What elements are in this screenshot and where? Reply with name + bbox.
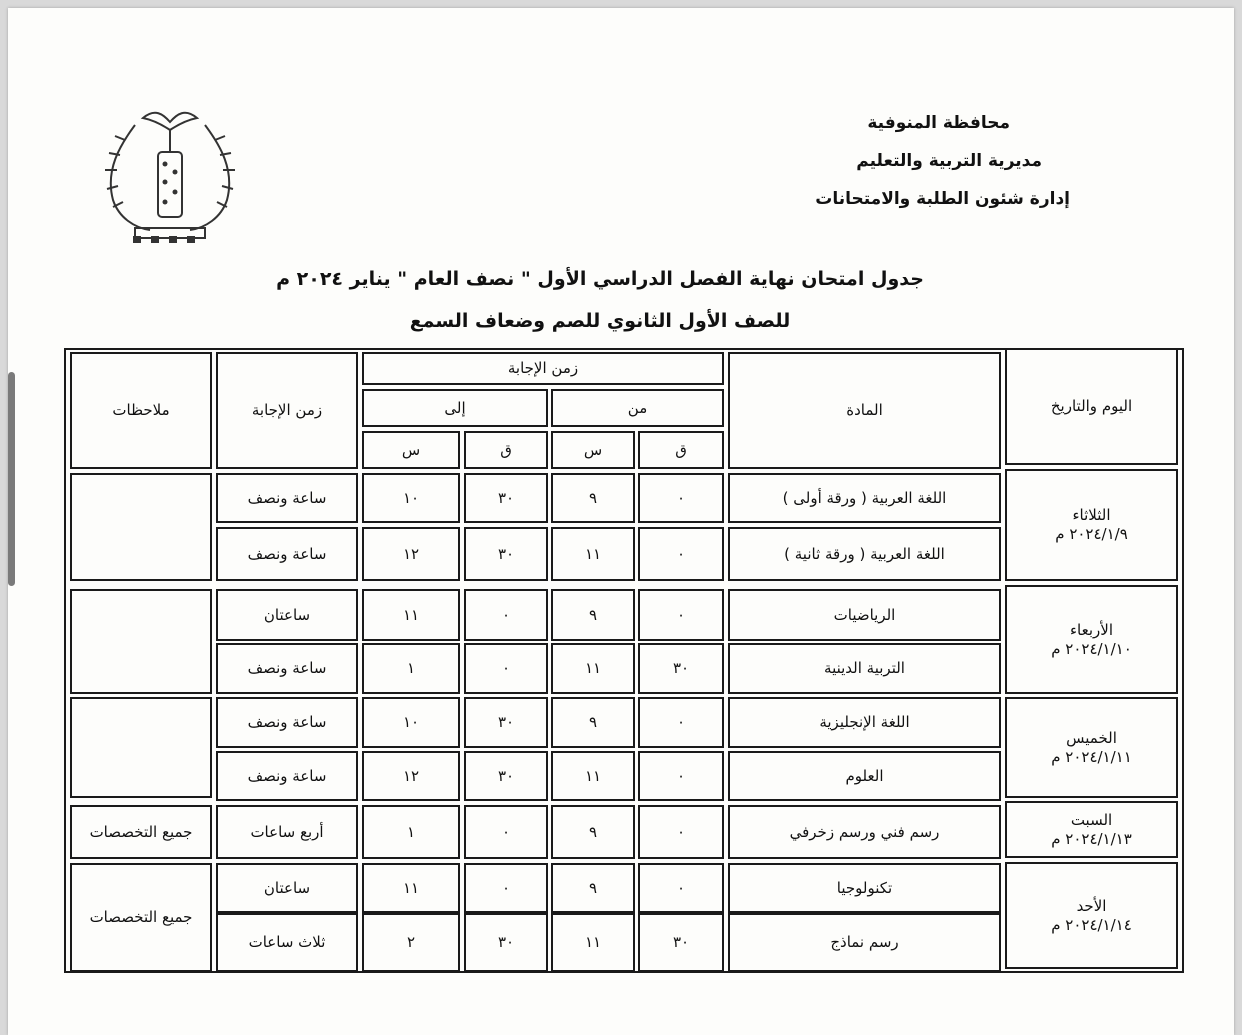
schedule-subtitle: للصف الأول الثانوي للصم وضعاف السمع [409, 310, 791, 332]
to-hours-cell: ١ [362, 643, 460, 694]
day-name: السبت [1070, 810, 1113, 829]
from-minutes-cell: ٠ [638, 473, 724, 523]
from-hours-cell: ٩ [551, 863, 635, 913]
exam-date: ٢٠٢٤/١/١٠ م [1051, 639, 1132, 658]
from-minutes-cell: ٠ [638, 805, 724, 859]
to-minutes-cell: ٠ [464, 643, 548, 694]
duration-cell: ساعة ونصف [216, 473, 358, 523]
header-to-hours: س [362, 431, 460, 469]
header-notes: ملاحظات [70, 352, 212, 469]
notes-cell [70, 473, 212, 581]
to-minutes-cell: ٣٠ [464, 473, 548, 523]
to-minutes-cell: ٠ [464, 863, 548, 913]
notes-cell: جميع التخصصات [70, 863, 212, 972]
exam-date: ٢٠٢٤/١/١٤ م [1051, 915, 1132, 934]
from-hours-cell: ١١ [551, 527, 635, 581]
to-hours-cell: ١٢ [362, 527, 460, 581]
header-day-date: اليوم والتاريخ [1005, 348, 1178, 465]
from-minutes-cell: ٠ [638, 751, 724, 801]
to-minutes-cell: ٣٠ [464, 913, 548, 972]
subject-cell: رسم فني ورسم زخرفي [728, 805, 1001, 859]
to-hours-cell: ١ [362, 805, 460, 859]
subject-cell: اللغة العربية ( ورقة ثانية ) [728, 527, 1001, 581]
day-date-cell [1005, 697, 1178, 798]
institution-header [740, 104, 1070, 218]
from-hours-cell: ٩ [551, 697, 635, 748]
day-name: الأحد [1076, 896, 1107, 915]
day-date-cell [1005, 585, 1178, 694]
from-hours-cell: ٩ [551, 805, 635, 859]
to-minutes-cell: ٣٠ [464, 527, 548, 581]
duration-cell: ساعتان [216, 589, 358, 641]
from-minutes-cell: ٠ [638, 527, 724, 581]
subject-cell: تكنولوجيا [728, 863, 1001, 913]
education-emblem-icon [95, 100, 245, 245]
to-hours-cell: ١١ [362, 589, 460, 641]
exam-date: ٢٠٢٤/١/٩ م [1055, 525, 1128, 543]
exam-date: ٢٠٢٤/١/١١ م [1051, 747, 1132, 766]
header-duration: زمن الإجابة [216, 352, 358, 469]
to-minutes-cell: ٣٠ [464, 697, 548, 748]
header-from-minutes: ق [638, 431, 724, 469]
schedule-title: جدول امتحان نهاية الفصل الدراسي الأول " نصف العام " يناير ٢٠٢٤ م [276, 268, 924, 290]
notes-cell [70, 697, 212, 798]
scrollbar-thumb[interactable] [8, 372, 15, 586]
subject-cell: اللغة الإنجليزية [728, 697, 1001, 748]
from-hours-cell: ٩ [551, 589, 635, 641]
to-hours-cell: ١١ [362, 863, 460, 913]
from-minutes-cell: ٠ [638, 697, 724, 748]
header-to: إلى [362, 389, 548, 427]
to-hours-cell: ١٢ [362, 751, 460, 801]
from-hours-cell: ١١ [551, 913, 635, 972]
to-hours-cell: ١٠ [362, 473, 460, 523]
day-name: الثلاثاء [1072, 506, 1111, 524]
subject-cell: رسم نماذج [728, 913, 1001, 972]
duration-cell: ساعة ونصف [216, 697, 358, 748]
duration-cell: ثلاث ساعات [216, 913, 358, 972]
day-date-cell [1005, 801, 1178, 858]
day-name: الأربعاء [1070, 620, 1114, 639]
header-to-minutes: ق [464, 431, 548, 469]
to-hours-cell: ٢ [362, 913, 460, 972]
header-subject: المادة [728, 352, 1001, 469]
subject-cell: اللغة العربية ( ورقة أولى ) [728, 473, 1001, 523]
from-hours-cell: ١١ [551, 751, 635, 801]
duration-cell: ساعة ونصف [216, 751, 358, 801]
department-name: إدارة شئون الطلبة والامتحانات [815, 189, 1070, 209]
duration-cell: ساعة ونصف [216, 527, 358, 581]
to-minutes-cell: ٠ [464, 805, 548, 859]
duration-cell: ساعتان [216, 863, 358, 913]
subject-cell: الرياضيات [728, 589, 1001, 641]
subject-cell: التربية الدينية [728, 643, 1001, 694]
to-minutes-cell: ٠ [464, 589, 548, 641]
duration-cell: ساعة ونصف [216, 643, 358, 694]
from-minutes-cell: ٣٠ [638, 643, 724, 694]
from-hours-cell: ٩ [551, 473, 635, 523]
header-from: من [551, 389, 724, 427]
header-answer-time-group: زمن الإجابة [362, 352, 724, 385]
from-minutes-cell: ٣٠ [638, 913, 724, 972]
day-date-cell [1005, 469, 1178, 581]
notes-cell: جميع التخصصات [70, 805, 212, 859]
duration-cell: أربع ساعات [216, 805, 358, 859]
to-hours-cell: ١٠ [362, 697, 460, 748]
header-from-hours: س [551, 431, 635, 469]
governorate-name: محافظة المنوفية [867, 113, 1010, 133]
exam-date: ٢٠٢٤/١/١٣ م [1051, 829, 1132, 848]
from-hours-cell: ١١ [551, 643, 635, 694]
directorate-name: مديرية التربية والتعليم [856, 151, 1042, 171]
subject-cell: العلوم [728, 751, 1001, 801]
to-minutes-cell: ٣٠ [464, 751, 548, 801]
day-name: الخميس [1066, 728, 1117, 747]
notes-cell [70, 589, 212, 694]
day-date-cell [1005, 862, 1178, 969]
from-minutes-cell: ٠ [638, 863, 724, 913]
from-minutes-cell: ٠ [638, 589, 724, 641]
